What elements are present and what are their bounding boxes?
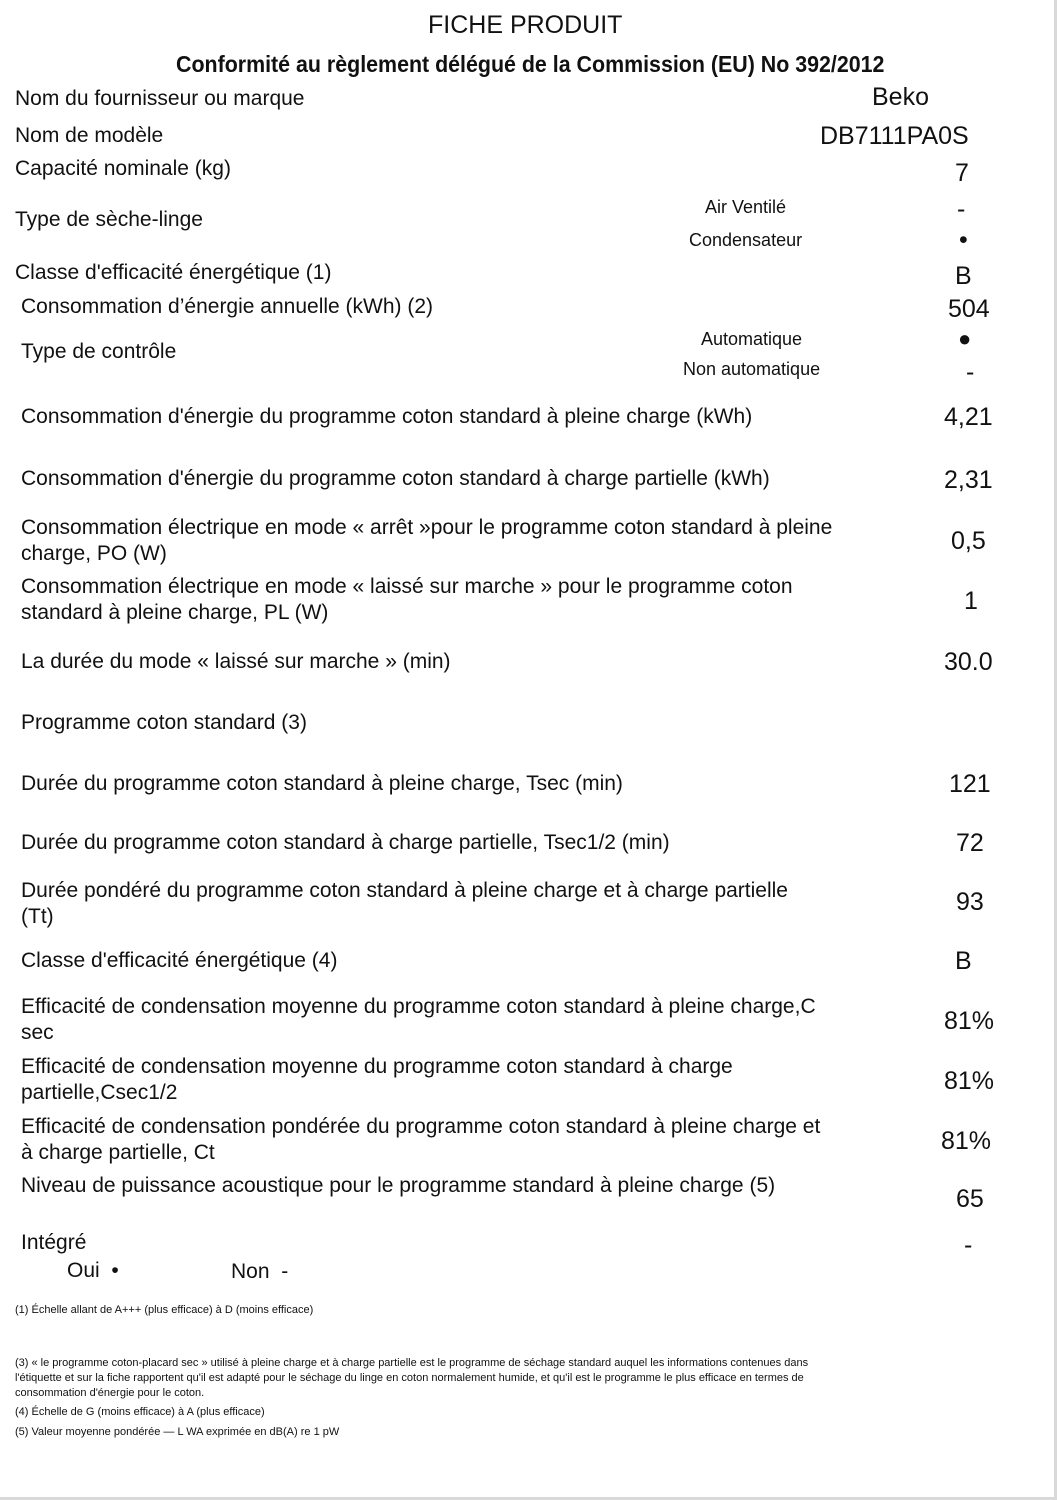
condensation-class-label: Classe d'efficacité énergétique (4) — [21, 949, 338, 972]
full-load-energy-label: Consommation d'énergie du programme coton standard à pleine charge (kWh) — [21, 405, 753, 428]
control-type-manual-value: - — [966, 358, 975, 386]
partial-load-energy-label: Consommation d'énergie du programme coton standard à charge partielle (kWh) — [21, 467, 770, 490]
capacity-label: Capacité nominale (kg) — [15, 157, 231, 180]
left-on-mode-label: Consommation électrique en mode « laissé sur marche » pour le programme coton standard à pleine charge, PL (W) — [21, 575, 793, 624]
dryer-type-condenser-label: Condensateur — [689, 230, 803, 250]
dryer-type-air-vented-label: Air Ventilé — [705, 197, 787, 217]
control-type-manual-label: Non automatique — [683, 359, 821, 379]
supplier-label: Nom du fournisseur ou marque — [15, 87, 305, 110]
partial-load-duration-label: Durée du programme coton standard à charge partielle, Tsec1/2 (min) — [21, 831, 670, 854]
dryer-type-air-vented-value: - — [957, 195, 966, 223]
cond-eff-weighted-value: 81% — [941, 1127, 992, 1155]
model-label: Nom de modèle — [15, 124, 164, 147]
noise-value: 65 — [956, 1185, 984, 1213]
off-mode-value: 0,5 — [951, 527, 986, 555]
left-on-duration-value: 30.0 — [944, 648, 993, 676]
dryer-type-label: Type de sèche-linge — [15, 208, 203, 231]
partial-load-energy-value: 2,31 — [944, 466, 993, 494]
energy-class-value: B — [955, 262, 972, 290]
capacity-value: 7 — [955, 159, 969, 187]
full-load-duration-label: Durée du programme coton standard à pleine charge, Tsec (min) — [21, 772, 623, 795]
standard-program-label: Programme coton standard (3) — [21, 711, 307, 734]
weighted-duration-value: 93 — [956, 888, 984, 916]
weighted-duration-label: Durée pondéré du programme coton standard à pleine charge et à charge partielle (Tt) — [21, 879, 788, 928]
built-in-value: - — [964, 1231, 973, 1259]
cond-eff-full-label: Efficacité de condensation moyenne du programme coton standard à pleine charge,C sec — [21, 995, 816, 1044]
control-type-label: Type de contrôle — [21, 340, 177, 363]
footnote-5: (5) Valeur moyenne pondérée — L WA exprimée en dB(A) re 1 pW — [15, 1426, 340, 1438]
control-type-automatic-label: Automatique — [701, 329, 803, 349]
energy-class-label: Classe d'efficacité énergétique (1) — [15, 261, 332, 284]
full-load-energy-value: 4,21 — [944, 403, 993, 431]
cond-eff-partial-label: Efficacité de condensation moyenne du programme coton standard à charge partielle,Csec1/2 — [21, 1055, 733, 1104]
annual-consumption-label: Consommation d’énergie annuelle (kWh) (2) — [21, 295, 434, 318]
built-in-no-option: Non - — [231, 1260, 289, 1283]
footnote-3: (3) « le programme coton-placard sec » utilisé à pleine charge et à charge partielle est le programme de séchage standard auquel les informations contenues dans l'étiquette et sur la fiche rapportent qu'il est adapté pour le séchage du linge en coton normalement humide, et qu'il est le programme le plus efficace en termes de consommation d'énergie pour le coton. — [15, 1357, 809, 1399]
off-mode-label: Consommation électrique en mode « arrêt »pour le programme coton standard à pleine charge, PO (W) — [21, 516, 833, 565]
page-title: FICHE PRODUIT — [428, 11, 623, 39]
control-type-automatic-value: ● — [958, 326, 972, 351]
condensation-class-value: B — [955, 947, 972, 975]
cond-eff-weighted-label: Efficacité de condensation pondérée du programme coton standard à pleine charge et à charge partielle, Ct — [21, 1115, 821, 1164]
noise-label: Niveau de puissance acoustique pour le programme standard à pleine charge (5) — [21, 1174, 776, 1197]
built-in-label: Intégré — [21, 1231, 87, 1254]
built-in-yes-option: Oui • — [67, 1259, 119, 1282]
dryer-type-condenser-value: • — [959, 226, 968, 254]
supplier-value: Beko — [872, 83, 929, 111]
cond-eff-partial-value: 81% — [944, 1067, 995, 1095]
page-subtitle: Conformité au règlement délégué de la Commission (EU) No 392/2012 — [176, 51, 885, 77]
left-on-mode-value: 1 — [964, 587, 978, 615]
annual-consumption-value: 504 — [948, 295, 990, 323]
footnote-4: (4) Échelle de G (moins efficace) à A (plus efficace) — [15, 1406, 265, 1418]
cond-eff-full-value: 81% — [944, 1007, 995, 1035]
footnote-1: (1) Échelle allant de A+++ (plus efficace) à D (moins efficace) — [15, 1304, 314, 1316]
left-on-duration-label: La durée du mode « laissé sur marche » (min) — [21, 650, 451, 673]
model-value: DB7111PA0S — [820, 122, 969, 150]
full-load-duration-value: 121 — [949, 770, 991, 798]
partial-load-duration-value: 72 — [956, 829, 984, 857]
